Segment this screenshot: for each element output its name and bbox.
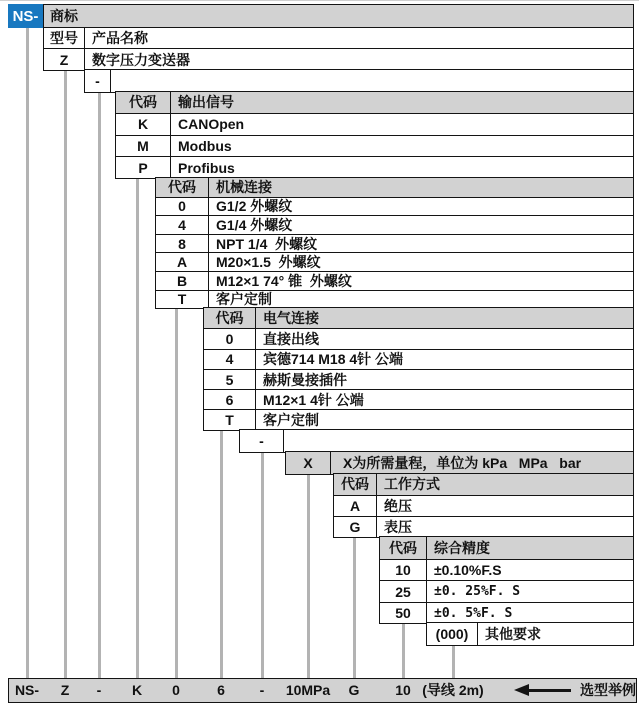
title-header-cell: 综合精度 xyxy=(434,540,490,557)
desc-cell: 赫斯曼接插件 xyxy=(263,371,347,388)
table-row xyxy=(156,252,633,271)
example-bar xyxy=(8,678,637,703)
table-row xyxy=(334,495,633,516)
table-row xyxy=(116,113,633,135)
connector-line xyxy=(220,428,223,678)
code-cell: - xyxy=(240,430,284,452)
code-cell: X xyxy=(286,452,331,474)
desc-cell: 数字压力变送器 xyxy=(92,51,190,68)
code-cell: 型号 xyxy=(44,28,85,49)
example-value: (导线 2m) xyxy=(422,682,484,698)
desc-cell: G1/2 外螺纹 xyxy=(216,198,293,215)
table-row xyxy=(156,197,633,216)
table-row xyxy=(204,349,633,369)
desc-cell: M20×1.5 外螺纹 xyxy=(216,254,321,271)
mechanical-connection-table xyxy=(155,177,634,309)
desc-cell: 绝压 xyxy=(384,497,412,514)
table-row xyxy=(204,369,633,389)
connector-line xyxy=(136,176,139,678)
connector-line xyxy=(353,536,356,678)
desc-cell: M12×1 4针 公端 xyxy=(263,391,364,408)
code-cell: A xyxy=(156,253,209,271)
code-cell: A xyxy=(334,496,377,516)
pressure-range-row xyxy=(285,451,634,475)
connector-line xyxy=(402,622,405,678)
desc-cell: CANOpen xyxy=(178,116,245,133)
code-header-cell: 代码 xyxy=(204,308,256,328)
table-row xyxy=(204,389,633,409)
example-value: K xyxy=(131,682,143,698)
title-header-cell: 电气连接 xyxy=(263,310,319,327)
desc-cell: Modbus xyxy=(178,137,232,154)
table-row xyxy=(116,156,633,178)
table-row xyxy=(380,559,633,581)
connector-line xyxy=(26,27,29,678)
desc-cell: NPT 1/4 外螺纹 xyxy=(216,235,318,252)
code-cell: 0 xyxy=(156,198,209,216)
desc-cell: M12×1 74° 锥 外螺纹 xyxy=(216,272,352,289)
code-cell: Z xyxy=(44,49,85,70)
title-header-cell: 机械连接 xyxy=(216,179,272,196)
code-cell: 0 xyxy=(204,329,256,348)
code-cell: 5 xyxy=(204,370,256,389)
table-header-row xyxy=(204,308,633,328)
electrical-connection-table xyxy=(203,307,634,431)
example-value: NS- xyxy=(14,682,40,698)
table-row xyxy=(156,290,633,309)
example-value: - xyxy=(96,682,102,698)
code-cell: 50 xyxy=(380,603,427,624)
code-header-cell: 代码 xyxy=(334,474,377,495)
connector-line xyxy=(98,90,101,678)
desc-cell: 宾德714 M18 4针 公端 xyxy=(263,351,404,368)
desc-cell: ±0. 5%F. S xyxy=(434,605,513,621)
output-signal-table xyxy=(115,91,634,179)
example-value: Z xyxy=(60,682,70,698)
desc-cell: 直接出线 xyxy=(263,330,319,347)
table-header-row xyxy=(334,474,633,495)
arrow-line xyxy=(527,689,571,692)
desc-cell: ±0. 25%F. S xyxy=(434,584,521,600)
code-cell: K xyxy=(116,114,171,135)
desc-cell xyxy=(111,70,633,92)
connector-line xyxy=(64,69,67,678)
code-cell: 8 xyxy=(156,235,209,253)
connector-line xyxy=(452,643,455,678)
example-value: 10MPa xyxy=(285,682,331,698)
code-cell: B xyxy=(156,272,209,290)
table-row xyxy=(380,602,633,624)
table-header-row xyxy=(380,537,633,559)
other-requirement-row xyxy=(426,622,634,646)
code-cell: M xyxy=(116,136,171,157)
model-name-table xyxy=(43,4,634,71)
code-cell: T xyxy=(204,410,256,429)
desc-cell: 产品名称 xyxy=(92,30,148,47)
brand-badge: NS- xyxy=(8,4,43,28)
table-row xyxy=(156,271,633,290)
example-value: G xyxy=(348,682,360,698)
title-header-cell: 输出信号 xyxy=(178,94,234,111)
code-cell: 6 xyxy=(204,390,256,409)
desc-cell: 客户定制 xyxy=(216,291,272,308)
table-row xyxy=(156,234,633,253)
example-value: 0 xyxy=(172,682,180,698)
code-header-cell: 代码 xyxy=(156,178,209,197)
table-row xyxy=(44,27,633,49)
trademark-header-cell: 商标 xyxy=(50,7,78,24)
table-row xyxy=(156,215,633,234)
example-value: 10 xyxy=(395,682,411,698)
code-cell: - xyxy=(85,70,111,92)
table-row xyxy=(427,623,633,645)
code-header-cell: 代码 xyxy=(116,92,171,114)
example-value: 6 xyxy=(217,682,225,698)
title-header-cell: 工作方式 xyxy=(384,476,440,493)
desc-cell: 客户定制 xyxy=(263,412,319,429)
table-header-row xyxy=(156,178,633,197)
table-row xyxy=(204,409,633,429)
code-cell: 10 xyxy=(380,560,427,581)
desc-cell: G1/4 外螺纹 xyxy=(216,216,293,233)
desc-cell: 其他要求 xyxy=(485,626,541,643)
dash-separator-row xyxy=(239,429,634,453)
accuracy-table xyxy=(379,536,634,624)
working-mode-table xyxy=(333,473,634,539)
example-caption: 选型举例 xyxy=(580,682,636,698)
desc-cell: Profibus xyxy=(178,159,235,176)
connector-line xyxy=(307,472,310,678)
table-row xyxy=(240,430,633,452)
code-cell: 25 xyxy=(380,581,427,602)
code-cell: 4 xyxy=(204,350,256,369)
table-header-row xyxy=(44,5,633,27)
desc-cell: ±0.10%F.S xyxy=(434,562,502,579)
connector-line xyxy=(175,306,178,678)
dash-separator-row xyxy=(84,69,634,93)
table-row xyxy=(204,328,633,348)
code-cell: 4 xyxy=(156,216,209,234)
table-row xyxy=(116,135,633,157)
desc-cell xyxy=(284,430,633,452)
desc-cell: X为所需量程，单位为 kPa MPa bar xyxy=(343,454,582,471)
table-row xyxy=(44,48,633,70)
table-row xyxy=(85,70,633,92)
code-header-cell: 代码 xyxy=(380,537,427,559)
table-row xyxy=(334,516,633,537)
connector-line xyxy=(261,450,264,678)
code-cell: (000) xyxy=(427,623,478,645)
example-value: - xyxy=(259,682,265,698)
code-cell: T xyxy=(156,291,209,309)
desc-cell: 表压 xyxy=(384,519,412,536)
code-cell: G xyxy=(334,517,377,537)
code-cell: P xyxy=(116,157,171,178)
table-row xyxy=(286,452,633,474)
table-header-row xyxy=(116,92,633,114)
table-row xyxy=(380,580,633,602)
